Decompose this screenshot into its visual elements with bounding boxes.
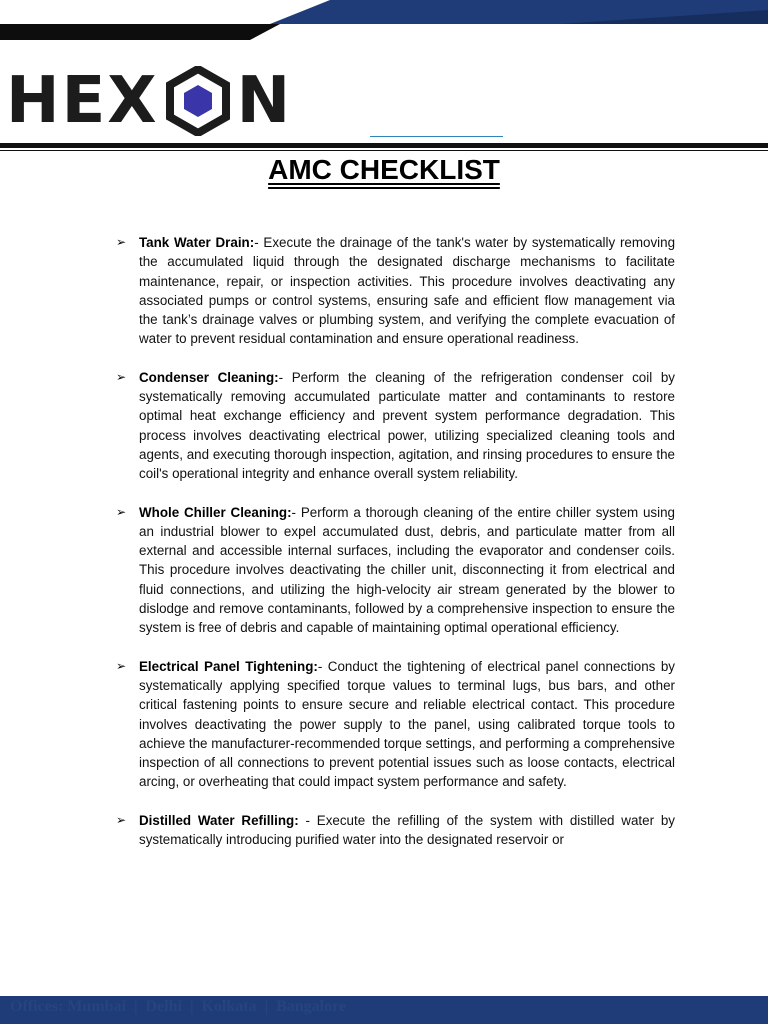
arrow-bullet-icon: ➢ [116, 504, 127, 519]
header-band [0, 0, 768, 40]
brand-logo [6, 66, 292, 136]
checklist-item [116, 657, 675, 792]
page-title-wrap [0, 154, 768, 186]
checklist-item-description: - Execute the refilling of the system with distilled water by systematically introducing purified water into the designated reservoir or [139, 812, 675, 848]
checklist-item-label: Whole Chiller Cleaning: [139, 504, 292, 520]
checklist-item-description: - Execute the drainage of the tank's water by systematically removing the accumulated liquid through the designated discharge mechanisms to facilitate maintenance, repair, or inspection activities. This procedure involves deactivating any associated pumps or control systems, ensuring safe and efficient flow management via the tank’s drainage valves or plumbing system, and verifying the complete evacuation of water to prevent residual contamination and ensure operational readiness. [139, 235, 676, 347]
checklist-item-label: Condenser Cleaning: [139, 369, 279, 385]
checklist-item-description: - Perform the cleaning of the refrigeration condenser coil by systematically removing accumulated particulate matter and contaminants to restore optimal heat exchange efficiency and prevent system performance degradation. This process involves deactivating electrical power, utilizing specialized cleaning tools and agents, and executing thorough inspection, agitation, and rinsing procedures to ensure the coil's operational integrity and enhance overall system reliability. [139, 369, 675, 482]
checklist-item-label: Distilled Water Refilling: [139, 812, 299, 828]
hexagon-logo-icon [163, 66, 233, 136]
footer-band [0, 996, 768, 1024]
checklist-item-description: - Perform a thorough cleaning of the entire chiller system using an industrial blower to expel accumulated dust, debris, and particulate matter from all external and accessible internal surfaces, including the evaporator and condenser coils. This procedure involves deactivating the chiller unit, disconnecting it from electrical and fluid connections, and utilizing the high-velocity air stream generated by the blower to dislodge and remove contaminants, followed by a comprehensive inspection to ensure the system is free of debris and capable of maintaining optimal operational efficiency. [139, 504, 675, 636]
logo-letters-left: HEX [6, 64, 159, 138]
checklist [116, 233, 675, 868]
checklist-item [116, 811, 675, 850]
footer-offices: Offices: Mumbai | Delhi | Kolkata | Bangalore [10, 998, 347, 1015]
arrow-bullet-icon: ➢ [116, 812, 127, 827]
checklist-item-label: Electrical Panel Tightening: [139, 658, 318, 674]
checklist-item [116, 368, 675, 484]
checklist-item [116, 503, 675, 638]
checklist-item-text [139, 503, 675, 638]
arrow-bullet-icon: ➢ [116, 369, 127, 384]
checklist-item-label: Tank Water Drain: [139, 235, 255, 250]
checklist-item-text [139, 657, 675, 792]
arrow-bullet-icon: ➢ [116, 658, 127, 673]
checklist-item-description: - Conduct the tightening of electrical panel connections by systematically applying specified torque values to terminal lugs, bus bars, and other critical fastening points to ensure secure and reliable electrical contact. This procedure involves deactivating the power supply to the panel, using calibrated torque tools to achieve the manufacturer-recommended torque settings, and performing a comprehensive inspection of all connections to prevent potential issues such as loose contacts, electrical arcing, or overheating that could impact system performance and safety. [139, 658, 675, 790]
header-link-line [370, 136, 503, 137]
checklist-item-text [139, 811, 675, 850]
page-title: AMC CHECKLIST [268, 154, 500, 185]
header-rule-thick [0, 143, 768, 148]
checklist-item [116, 233, 675, 349]
header-rule-thin [0, 150, 768, 151]
arrow-bullet-icon: ➢ [116, 235, 127, 249]
checklist-item-text [139, 368, 675, 484]
logo-letters-right: N [236, 64, 293, 138]
checklist-item-text [139, 233, 675, 349]
